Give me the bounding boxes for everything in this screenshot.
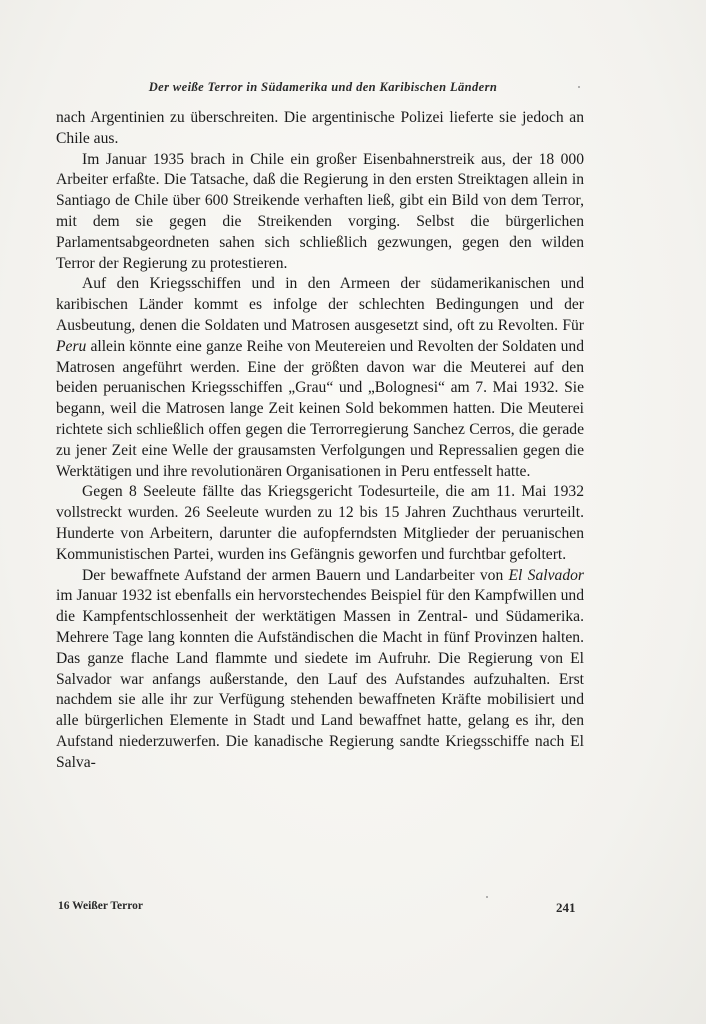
emphasized-text: El Salvador <box>508 566 584 584</box>
scan-speck <box>578 86 580 88</box>
paragraph <box>56 482 584 565</box>
paragraph-text: Im Januar 1935 brach in Chile ein großer Eisenbahnerstreik aus, der 18 000 Arbeiter erfaßte. Die Tatsache, daß die Regierung in den ersten Streiktagen allein in Santiago de Chile über 600 Streikende verhaften ließ, gibt ein Bild von dem Terror, mit dem sie gegen die Streikenden vorging. Selbst die bürgerlichen Parlamentsabgeordneten sahen sich schließlich gezwungen, gegen den wilden Terror der Regierung zu protestieren. <box>56 150 584 272</box>
page-number: 241 <box>556 900 576 915</box>
paragraph-text: allein könnte eine ganze Reihe von Meutereien und Revolten der Soldaten und Matrosen angeführt werden. Eine der größten davon war die Meuterei auf den beiden peruanischen Kriegsschiffen „Grau“ und „Bolognesi“ am 7. Mai 1932. Sie begann, weil die Matrosen lange Zeit keinen Sold bekommen hatten. Die Meuterei richtete sich schließlich offen gegen die Terrorregierung Sanchez Cerros, die gerade zu jener Zeit eine Welle der grausamsten Verfolgungen und Repressalien gegen die Werktätigen und ihre revolutionären Organisationen in Peru entfesselt hatte. <box>56 337 584 480</box>
paragraph-text: nach Argentinien zu überschreiten. Die argentinische Polizei lieferte sie jedoch an Chile aus. <box>56 109 584 147</box>
paragraph <box>56 274 584 482</box>
body-text <box>56 108 584 774</box>
paragraph-text: im Januar 1932 ist ebenfalls ein hervorstechendes Beispiel für den Kampfwillen und die Kampfentschlossenheit der werktätigen Massen in Zentral- und Südamerika. Mehrere Tage lang konnten die Aufständischen die Macht in fünf Provinzen halten. Das ganze flache Land flammte und siedete im Aufruhr. Die Regierung von El Salvador war anfangs außerstande, den Lauf des Aufstandes aufzuhalten. Erst nachdem sie alle ihr zur Verfügung stehenden bewaffneten Kräfte mobilisiert und alle bürgerlichen Elemente in Stadt und Land bewaffnet hatte, gelang es ihr, den Aufstand niederzuwerfen. Die kanadische Regierung sandte Kriegsschiffe nach El Salva- <box>56 587 584 771</box>
paragraph <box>56 566 584 774</box>
signature-mark: 16 Weißer Terror <box>58 900 143 912</box>
paragraph-text: Gegen 8 Seeleute fällte das Kriegsgericht Todesurteile, die am 11. Mai 1932 vollstreckt wurden. 26 Seeleute wurden zu 12 bis 15 Jahren Zuchthaus verurteilt. Hunderte von Arbeitern, darunter die aufopferndsten Mitglieder der peruanischen Kommunistischen Partei, wurden ins Gefängnis geworfen und furchtbar gefoltert. <box>56 483 584 563</box>
running-head: Der weiße Terror in Südamerika und den Karibischen Ländern <box>148 80 498 94</box>
paragraph <box>56 108 584 150</box>
emphasized-text: Peru <box>56 337 87 355</box>
paragraph-text: Der bewaffnete Aufstand der armen Bauern und Landarbeiter von <box>82 566 509 584</box>
scan-speck <box>486 896 488 898</box>
paragraph <box>56 150 584 275</box>
paragraph-text: Auf den Kriegsschiffen und in den Armeen der südamerikanischen und karibischen Länder kommt es infolge der schlechten Bedingungen und der Ausbeutung, denen die Soldaten und Matrosen ausgesetzt sind, oft zu Revolten. Für <box>56 275 584 334</box>
